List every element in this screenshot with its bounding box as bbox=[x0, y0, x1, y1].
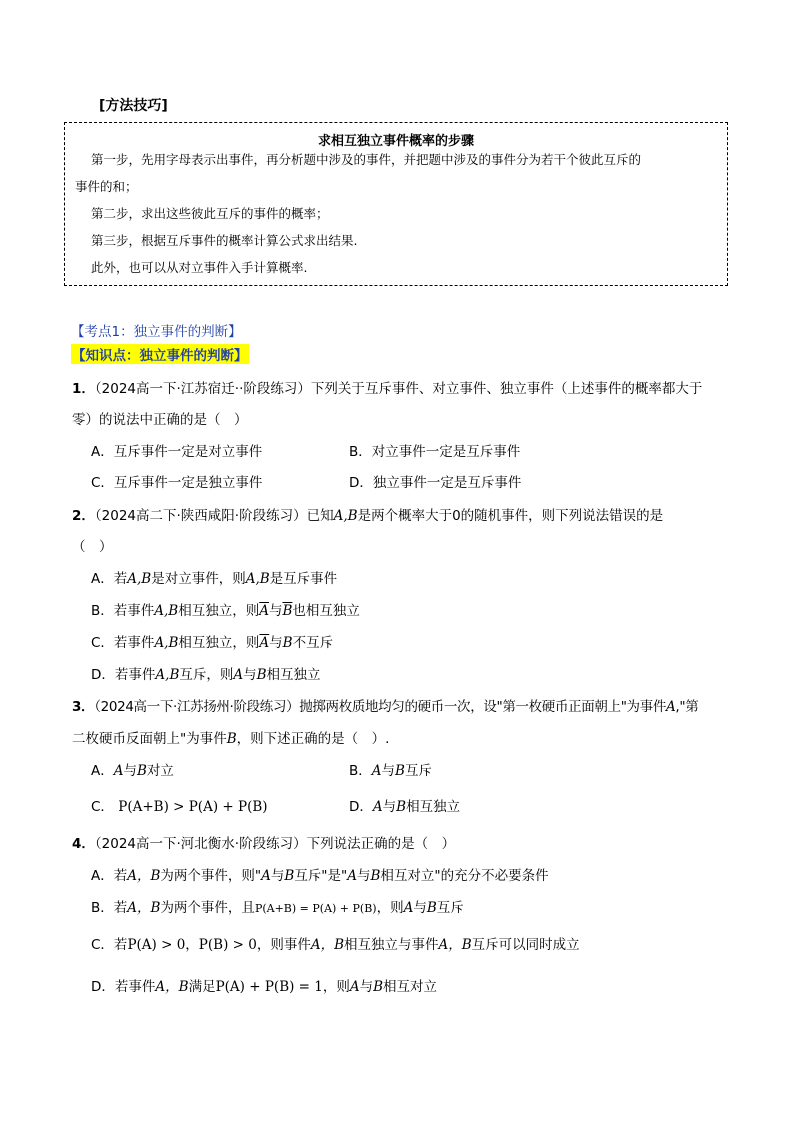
q2-d-end: 相互独立 bbox=[266, 667, 321, 683]
q4-a-yu1: 与 bbox=[270, 868, 285, 884]
q3-b-b: B bbox=[395, 763, 405, 779]
q3-d-yu: 与 bbox=[382, 799, 397, 815]
q3-text-a: （2024高一下·江苏扬州·阶段练习）抛掷两枚质地均匀的硬币一次，设"第一枚硬币正面朝上"为事件 bbox=[94, 699, 667, 715]
q4-a-a2: A bbox=[347, 868, 357, 884]
method-extra: 此外，也可以从对立事件入手计算概率. bbox=[91, 260, 308, 275]
q4-d-yu: 与 bbox=[359, 979, 374, 995]
q2-a-ab: A,B bbox=[127, 571, 152, 587]
q4-b-yu: 与 bbox=[413, 900, 427, 916]
method-box-title: 求相互独立事件概率的步骤 bbox=[317, 134, 474, 149]
q3-a: A bbox=[666, 699, 676, 715]
q2-a-ab2: A,B bbox=[245, 571, 270, 587]
q2-text-a: （2024高二下·陕西咸阳·阶段练习）已知 bbox=[94, 508, 334, 524]
q4-d-pre: D．若事件 bbox=[91, 979, 156, 995]
q4-d-b: B bbox=[373, 979, 384, 995]
q2-b-bbar: $\overline{B}$ bbox=[282, 603, 293, 619]
q1-stem-line2: 零）的说法中正确的是（ ） bbox=[72, 412, 248, 428]
method-step1-line1: 第一步，先用字母表示出事件，再分析题中涉及的事件，并把题中涉及的事件分为若干个彼此互斥的 bbox=[91, 152, 642, 167]
q4-b-pre: B．若 bbox=[91, 900, 128, 916]
q4-stem bbox=[72, 832, 455, 852]
q2-c-pre: C．若事件 bbox=[91, 635, 155, 651]
q4-b-ab: A，B bbox=[127, 900, 161, 916]
q4-b-text3: 互斥 bbox=[436, 900, 464, 916]
q3-text-b: 二枚硬币反面朝上"为事件 bbox=[72, 731, 227, 747]
q2-d-mid: 互斥，则 bbox=[179, 667, 234, 683]
q3-a-pre: A． bbox=[91, 763, 114, 779]
q3-b-pre: B． bbox=[349, 763, 372, 779]
q2-d-ab: A,B bbox=[155, 667, 180, 683]
q4-option-c bbox=[91, 933, 580, 953]
method-box bbox=[64, 122, 728, 286]
q2-a-end: 是互斥事件 bbox=[269, 571, 338, 587]
method-step2: 第二步，求出这些彼此互斥的事件的概率； bbox=[91, 206, 329, 221]
q4-c-ab2: A，B bbox=[438, 937, 472, 953]
q3-a-yu: 与 bbox=[123, 763, 137, 779]
q3-d-pre: D． bbox=[349, 799, 373, 815]
q2-b-ab: A,B bbox=[154, 603, 179, 619]
q3-text-a2: ,"第 bbox=[675, 699, 699, 715]
q1-option-b: B．对立事件一定是互斥事件 bbox=[349, 444, 521, 460]
q2-stem-line2: （ ） bbox=[72, 539, 113, 555]
q2-a-mid: 是对立事件，则 bbox=[151, 571, 246, 587]
q4-a-a1: A bbox=[261, 868, 271, 884]
q2-d-yu: 与 bbox=[243, 667, 257, 683]
q2-option-c bbox=[91, 631, 333, 651]
q4-b-b: B bbox=[426, 900, 437, 916]
q2-c-abar: $\overline{A}$ bbox=[259, 635, 270, 651]
q4-d-ab: A，B bbox=[155, 979, 189, 995]
q2-b-yu: 与 bbox=[268, 603, 283, 619]
q3-option-a bbox=[91, 759, 174, 779]
q4-c-text2: 相互独立与事件 bbox=[344, 937, 439, 953]
q2-b-pre: B．若事件 bbox=[91, 603, 155, 619]
q3-stem-line2 bbox=[72, 727, 389, 747]
q3-b-yu: 与 bbox=[381, 763, 396, 779]
method-title: [方法技巧] bbox=[99, 98, 168, 114]
q3-c-pre: C． bbox=[91, 799, 114, 815]
q4-option-d bbox=[91, 975, 437, 995]
q4-c-f2: P(B) > 0 bbox=[198, 937, 257, 953]
q4-a-text3: 相互对立"的充分不必要条件 bbox=[380, 868, 549, 884]
q4-b-text: 为两个事件，且 bbox=[160, 900, 255, 916]
q4-a-text2: 互斥"是" bbox=[294, 868, 348, 884]
q1-option-a: A．互斥事件一定是对立事件 bbox=[91, 444, 263, 460]
q2-stem-line1 bbox=[72, 504, 663, 524]
q3-d-b: B bbox=[396, 799, 407, 815]
q2-c-end: 不互斥 bbox=[292, 635, 334, 651]
q4-c-f1: P(A) > 0 bbox=[127, 937, 186, 953]
q3-b-a: A bbox=[371, 763, 382, 779]
q4-number: 4． bbox=[72, 836, 95, 852]
q4-b-a: A bbox=[403, 900, 414, 916]
q3-option-c bbox=[91, 795, 268, 815]
q4-c-comma: ， bbox=[185, 937, 199, 953]
q2-b-abar: $\overline{A}$ bbox=[259, 603, 269, 619]
q4-c-text: ，则事件 bbox=[256, 937, 311, 953]
q2-c-yu: 与 bbox=[269, 635, 283, 651]
q3-option-b bbox=[349, 759, 432, 779]
q1-option-c: C．互斥事件一定是独立事件 bbox=[91, 475, 263, 491]
q2-c-mid: 相互独立，则 bbox=[178, 635, 260, 651]
zhishi-heading: 【知识点：独立事件的判断】 bbox=[71, 344, 249, 364]
q2-d-b: B bbox=[256, 667, 267, 683]
q4-a-b2: B bbox=[370, 868, 381, 884]
q2-d-a: A bbox=[233, 667, 244, 683]
q4-c-ab1: A，B bbox=[310, 937, 344, 953]
q1-text-a: （2024高一下·江苏宿迁··阶段练习）下列关于互斥事件、对立事件、独立事件（上述事件的概率都大于 bbox=[94, 381, 703, 397]
q2-c-ab: A,B bbox=[154, 635, 179, 651]
q2-d-pre: D．若事件 bbox=[91, 667, 156, 683]
q2-c-b: B bbox=[282, 635, 293, 651]
q2-b-end: 也相互独立 bbox=[292, 603, 360, 619]
q3-b: B bbox=[226, 731, 237, 747]
q4-c-pre: C．若 bbox=[91, 937, 128, 953]
q4-d-text3: 相互对立 bbox=[383, 979, 438, 995]
q2-ab-math: A,B bbox=[333, 508, 358, 524]
q3-option-d bbox=[349, 795, 460, 815]
q2-option-d bbox=[91, 663, 321, 683]
q3-a-b: B bbox=[137, 763, 147, 779]
q2-option-b bbox=[91, 599, 360, 619]
q4-a-yu2: 与 bbox=[356, 868, 371, 884]
q4-a-b1: B bbox=[284, 868, 295, 884]
q4-d-text: 满足 bbox=[188, 979, 216, 995]
q4-a-pre: A．若 bbox=[91, 868, 128, 884]
q1-number: 1． bbox=[72, 381, 95, 397]
q4-a-ab: A，B bbox=[127, 868, 161, 884]
method-step3: 第三步，根据互斥事件的概率计算公式求出结果. bbox=[91, 233, 358, 248]
q3-d-a: A bbox=[372, 799, 383, 815]
q3-number: 3． bbox=[72, 699, 95, 715]
q4-text-a: （2024高一下·河北衡水·阶段练习）下列说法正确的是（ ） bbox=[94, 836, 456, 852]
q3-c-formula: P(A+B) > P(A) + P(B) bbox=[118, 799, 268, 815]
q3-text-b2: ，则下述正确的是（ ）. bbox=[236, 731, 390, 747]
q3-stem-line1 bbox=[72, 695, 698, 715]
q4-d-formula: P(A) + P(B) = 1 bbox=[215, 979, 323, 995]
q2-a-pre: A．若 bbox=[91, 571, 128, 587]
q3-b-end: 互斥 bbox=[404, 763, 432, 779]
q4-b-formula: P(A+B) = P(A) + P(B) bbox=[254, 902, 377, 915]
q1-stem-line1 bbox=[72, 377, 702, 397]
q4-c-text3: 互斥可以同时成立 bbox=[471, 937, 580, 953]
kaodian-heading: 【考点1：独立事件的判断】 bbox=[71, 324, 242, 340]
q3-a-a: A bbox=[113, 763, 124, 779]
q2-number: 2． bbox=[72, 508, 95, 524]
q4-d-a: A bbox=[349, 979, 360, 995]
q1-option-d: D．独立事件一定是互斥事件 bbox=[349, 475, 522, 491]
q4-b-text2: ，则 bbox=[376, 900, 404, 916]
method-step1-line2: 事件的和； bbox=[75, 179, 138, 194]
q3-a-end: 对立 bbox=[146, 763, 174, 779]
q2-b-mid: 相互独立，则 bbox=[178, 603, 260, 619]
q4-a-text: 为两个事件，则" bbox=[160, 868, 262, 884]
q4-option-b bbox=[91, 896, 464, 916]
q4-d-text2: ，则 bbox=[322, 979, 350, 995]
q4-option-a bbox=[91, 864, 549, 884]
q3-d-end: 相互独立 bbox=[406, 799, 461, 815]
q2-option-a bbox=[91, 567, 337, 587]
q2-text-a2: 是两个概率大于0的随机事件，则下列说法错误的是 bbox=[357, 508, 664, 524]
